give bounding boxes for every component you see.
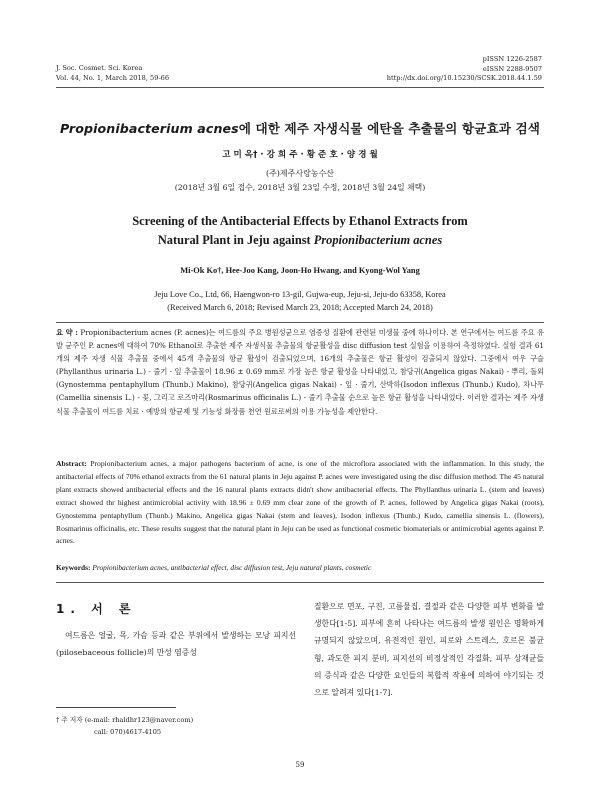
keywords-bottom-rule [56, 582, 544, 583]
korean-dates: (2018년 3월 6일 접수, 2018년 3월 23일 수정, 2018년 3월 24일 채택) [174, 183, 426, 192]
english-title [100, 212, 500, 250]
korean-abstract-text: Propionibacterium acnes (P. acnes)는 여드름의 주요 병원성균으로 염증성 질환에 관련된 미생물 중에 하나이다. 본 연구에서는 여드름 주요 유발 균주인 P. acnes에 대하여 70% Ethanol로 추출한 제주 자생식물 추출물의 항균활성을 disc diffusion test 실험을 이용하여 측정하였다. 실험 결과 61개의 제주 자생 식물 추출물 중에서 45개 추출물의 항균 활성이 검출되었으며, 16개의 추출물은 항균 활성이 검출되지 않았다. 그중에서 여우 구슬(Phyllanthus urinaria L.) - 줄기 · 잎 추출물이 18.96 ± 0.69 mm로 가장 높은 항균 활성을 나타내었고, 참당귀(Angelica gigas Nakai) - 뿌리, 돌외(Gynostemma pentaphyllum (Thunb.) Makino), 참당귀(Angelica gigas Nakai) - 잎 · 줄기, 산박하(Isodon inflexus (Thunb.) Kudo), 차나무(Camellia sinensis L.) - 꽃, 그리고 로즈마리(Rosmarinus officinalis L.) - 줄기 추출물 순으로 높은 항균 활성을 나타내었다. 이러한 결과는 제주 자생 식물 추출물이 여드름 치료 · 예방의 항균제 및 기능성 화장품 천연 원료로써의 이용 가능성을 제안한다. [56, 328, 544, 416]
abstract-label: Abstract: [56, 459, 87, 468]
footnote [56, 714, 193, 738]
english-affiliation: Jeju Love Co., Ltd, 66, Haengwon-ro 13-gil, Gujwa-eup, Jeju-si, Jeju-do 63358, Korea [154, 290, 446, 299]
korean-abstract [56, 326, 544, 418]
english-affiliation-block [0, 288, 600, 314]
header-rule [56, 87, 544, 88]
intro-right-column [314, 598, 544, 701]
korean-authors: 고 미 옥† · 강 희 주 · 황 준 호 · 양 경 월 [222, 150, 378, 160]
issn-header [387, 55, 542, 84]
keywords-label: Keywords: [56, 563, 91, 572]
korean-title-rest: 에 대한 제주 자생식물 에탄올 추출물의 항균효과 검색 [238, 121, 540, 136]
footnote-author: † 주 저자 (e-mail: rhaldhr123@naver.com) [56, 716, 194, 724]
english-authors: Mi-Ok Ko†, Hee-Joo Kang, Joon-Ho Hwang, and Kyong-Wol Yang [180, 266, 420, 275]
abstract-text: Propionibacterium acnes, a major pathogens bacterium of acne, is one of the microflora associated with the inflammation. In this study, the antibacterial effects of 70% ethanol extracts from the 61 natural plants in Jeju against P. acnes were investigated using the disc diffusion method. The 45 natural plant extracts showed antibacterial effects and the 16 natural plants extracts didn't show antibacterial effects. The Phyllanthus urinaria L. (stem and leaves) extract showed thr highest antimicrobial activity with 18.96 ± 0.69 mm clear zone of the growth of P. acnes, followed by Angelica gigas Nakai (roots), Gynostemma pentaphyllum (Thunb.) Makino, Angelica gigas Nakai (stem and leaves), Isodon inflexus (Thunb.) Kudo, camellia sinensis L. (flowers), Rosmarinus officinalis, etc. These results suggest that the natural plant in Jeju can be used as functional cosmetic biomaterials or antimicrobial agents against P. acnes. [56, 459, 544, 546]
footnote-call: call: 070)4617-4105 [94, 728, 162, 736]
pissn: pISSN 1226-2587 [482, 55, 542, 63]
english-title-line2: Natural Plant in Jeju against [157, 233, 314, 247]
keywords-text: Propionibacterium acnes, antibacterial effect, disc diffusion test, Jeju natural plants, cosmetic [92, 563, 372, 572]
english-title-species: Propionibacterium acnes [313, 233, 443, 247]
english-abstract [56, 458, 544, 548]
journal-name: J. Soc. Cosmet. Sci. Korea [56, 64, 143, 72]
korean-title [56, 118, 544, 137]
section-heading-intro: 1. 서 론 [56, 602, 137, 616]
doi-link[interactable]: http://dx.doi.org/10.15230/SCSK.2018.44.1.59 [386, 74, 542, 82]
korean-affiliation: (주)제주사랑농수산 [265, 169, 335, 178]
intro-left-column [56, 627, 296, 661]
korean-abstract-label: 요 약 : [56, 328, 78, 337]
page-number: 59 [295, 761, 305, 769]
footnote-rule [56, 707, 176, 708]
keywords [56, 563, 544, 572]
eissn: eISSN 2288-9507 [482, 64, 542, 73]
korean-title-species: Propionibacterium acnes [59, 121, 239, 136]
journal-volume: Vol. 44, No. 1, March 2018, 59-66 [56, 73, 170, 82]
intro-left-text: 여드름은 얼굴, 목, 가슴 등과 같은 부위에서 발생하는 모낭 피지선(pilosebaceous follicle)의 만성 염증성 [56, 631, 296, 658]
abstract-top-rule [56, 322, 544, 323]
journal-header [56, 64, 169, 83]
english-dates: (Received March 6, 2018; Revised March 23, 2018; Accepted March 24, 2018) [167, 303, 433, 312]
english-title-line1: Screening of the Antibacterial Effects by Ethanol Extracts from [132, 214, 468, 228]
intro-right-text: 질환으로 면포, 구진, 고름물집, 결절과 같은 다양한 피부 변화를 발생한다[1-5]. 피부에 흔히 나타나는 여드름의 발생 원인은 명확하게 규명되지 않았으며, 유전적인 원인, 피로와 스트레스, 호르몬 불균형, 과도한 피지 분비, 피지선의 비정상적인 각질화, 피부 상재균들의 증식과 같은 다양한 요인들의 복합적 작용에 의하여 야기되는 것으로 알려져 있다[1-7]. [314, 602, 544, 698]
